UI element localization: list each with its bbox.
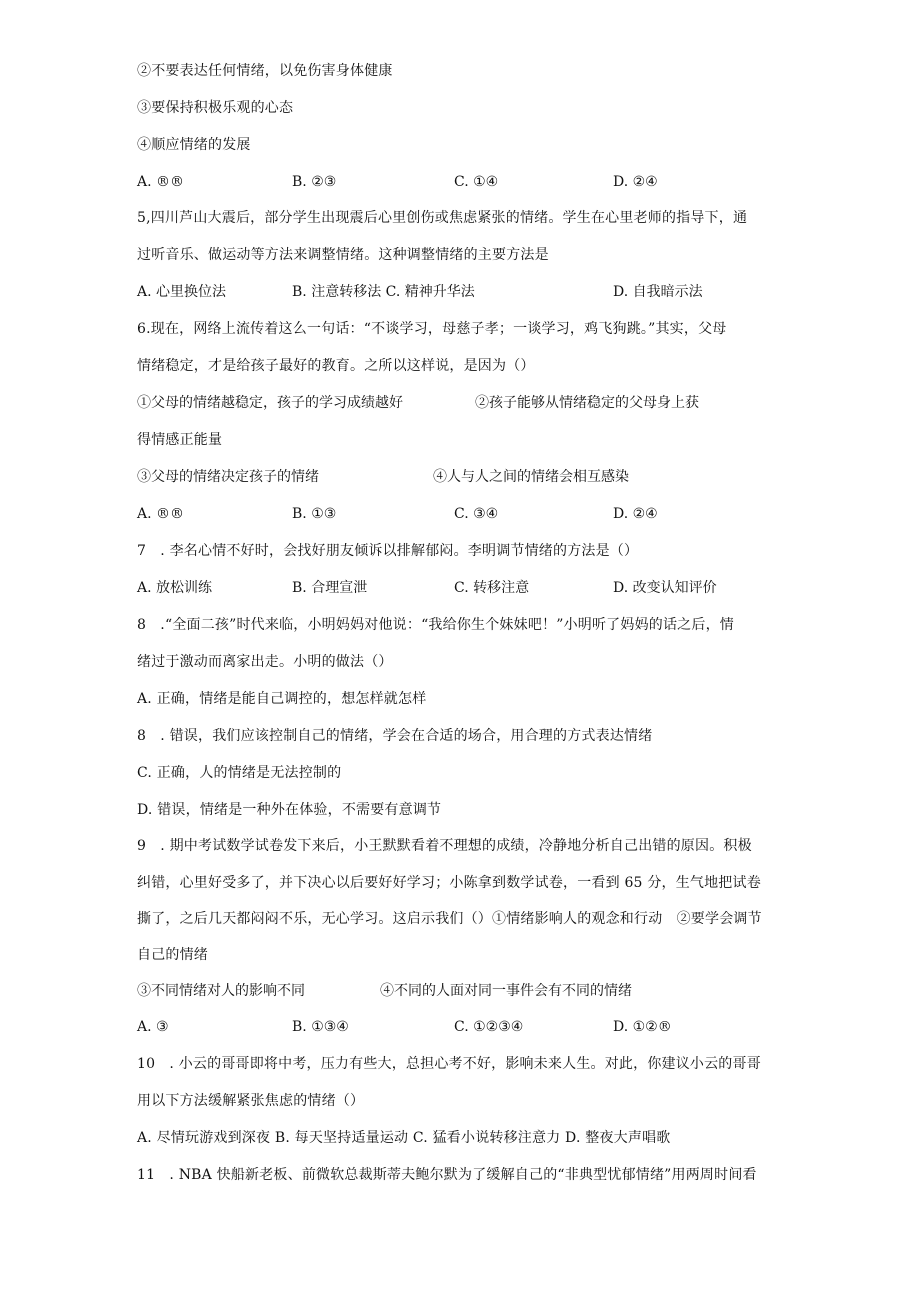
q10-stem-line-1: 10 . 小云的哥哥即将中考，压力有些大，总担心考不好，影响未来人生。对此，你建议小云的哥哥: [137, 1056, 761, 1072]
q7-option-a: A. 放松训练: [137, 580, 213, 596]
q8-option-a: A. 正确，情绪是能自己调控的，想怎样就怎样: [137, 691, 427, 707]
q6-stem-line-2: 情绪稳定，才是给孩子最好的教育。之所以这样说，是因为（）: [137, 358, 535, 374]
q4-statement-2: ②不要表达任何情绪，以免伤害身体健康: [137, 63, 393, 79]
q9-stem-line-2: 纠错，心里好受多了，并下决心以后要好好学习；小陈拿到数学试卷，一看到 65 分，生气地把试卷: [137, 875, 761, 891]
q6-option-b: B. ①③: [292, 506, 337, 522]
q9-stem-line-3: 撕了，之后几天都闷闷不乐，无心学习。这启示我们（）①情绪影响人的观念和行动 ②要学会调节: [137, 911, 762, 927]
q9-option-a: A. ③: [137, 1019, 169, 1035]
q5-stem-line-2: 过听音乐、做运动等方法来调整情绪。这种调整情绪的主要方法是: [137, 247, 549, 263]
q5-option-d: D. 自我暗示法: [613, 284, 703, 300]
q6-option-d: D. ②④: [613, 506, 658, 522]
q4-statement-4: ④顺应情绪的发展: [137, 137, 251, 153]
q8-option-d: D. 错误，情绪是一种外在体验，不需要有意调节: [137, 802, 442, 818]
q6-option-c: C. ③④: [454, 506, 499, 522]
q9-stem-line-4: 自己的情绪: [137, 947, 208, 963]
q6-statement-2-continued: 得情感正能量: [137, 432, 223, 448]
q8-option-b: 8 . 错误，我们应该控制自己的情绪，学会在合适的场合，用合理的方式表达情绪: [137, 728, 653, 744]
q6-statement-3: ③父母的情绪决定孩子的情绪: [137, 469, 319, 485]
q4-option-d: D. ②④: [613, 174, 658, 190]
q7-stem: 7 . 李名心情不好时，会找好朋友倾诉以排解郁闷。李明调节情绪的方法是（）: [137, 543, 639, 559]
q8-stem-line-2: 绪过于激动而离家出走。小明的做法（）: [137, 654, 393, 670]
q9-statement-4: ④不同的人面对同一事件会有不同的情绪: [380, 983, 632, 999]
q5-option-b-c: B. 注意转移法 C. 精神升华法: [292, 284, 475, 300]
q9-option-c: C. ①②③④: [454, 1019, 524, 1035]
q7-option-d: D. 改变认知评价: [613, 580, 717, 596]
q7-option-b: B. 合理宣泄: [292, 580, 368, 596]
q4-option-b: B. ②③: [292, 174, 337, 190]
q10-options: A. 尽情玩游戏到深夜 B. 每天坚持适量运动 C. 猛看小说转移注意力 D. 整夜大声唱歌: [137, 1130, 671, 1146]
q4-option-a: A. ®®: [137, 174, 185, 190]
q8-stem-line-1: 8 .“全面二孩”时代来临，小明妈妈对他说：“我给你生个妹妹吧！”小明听了妈妈的话之后，情: [137, 617, 734, 633]
q9-option-d: D. ①②®: [613, 1019, 672, 1035]
q6-statement-1: ①父母的情绪越稳定，孩子的学习成绩越好: [137, 395, 403, 411]
q9-stem-line-1: 9 . 期中考试数学试卷发下来后，小王默默看着不理想的成绩，冷静地分析自己出错的原因。积极: [137, 838, 752, 854]
q7-option-c: C. 转移注意: [454, 580, 530, 596]
q5-stem-line-1: 5,四川芦山大震后，部分学生出现震后心里创伤或焦虑紧张的情绪。学生在心里老师的指导下，通: [137, 210, 748, 226]
q4-statement-3: ③要保持积极乐观的心态: [137, 100, 294, 116]
q5-option-a: A. 心里换位法: [137, 284, 227, 300]
q6-stem-line-1: 6.现在，网络上流传着这么一句话：“不谈学习，母慈子孝；一谈学习，鸡飞狗跳。”其实，父母: [137, 321, 727, 337]
q9-option-b: B. ①③④: [292, 1019, 349, 1035]
q6-statement-2: ②孩子能够从情绪稳定的父母身上获: [475, 395, 699, 411]
q11-stem-line-1: 11 . NBA 快船新老板、前微软总裁斯蒂夫鲍尔默为了缓解自己的“非典型忧郁情绪”用两周时间看: [137, 1167, 757, 1183]
q8-option-c: C. 正确，人的情绪是无法控制的: [137, 765, 342, 781]
q6-statement-4: ④人与人之间的情绪会相互感染: [433, 469, 629, 485]
q4-option-c: C. ①④: [454, 174, 499, 190]
q9-statement-3: ③不同情绪对人的影响不同: [137, 983, 305, 999]
q10-stem-line-2: 用以下方法缓解紧张焦虑的情绪（）: [137, 1093, 365, 1109]
q6-option-a: A. ®®: [137, 506, 185, 522]
